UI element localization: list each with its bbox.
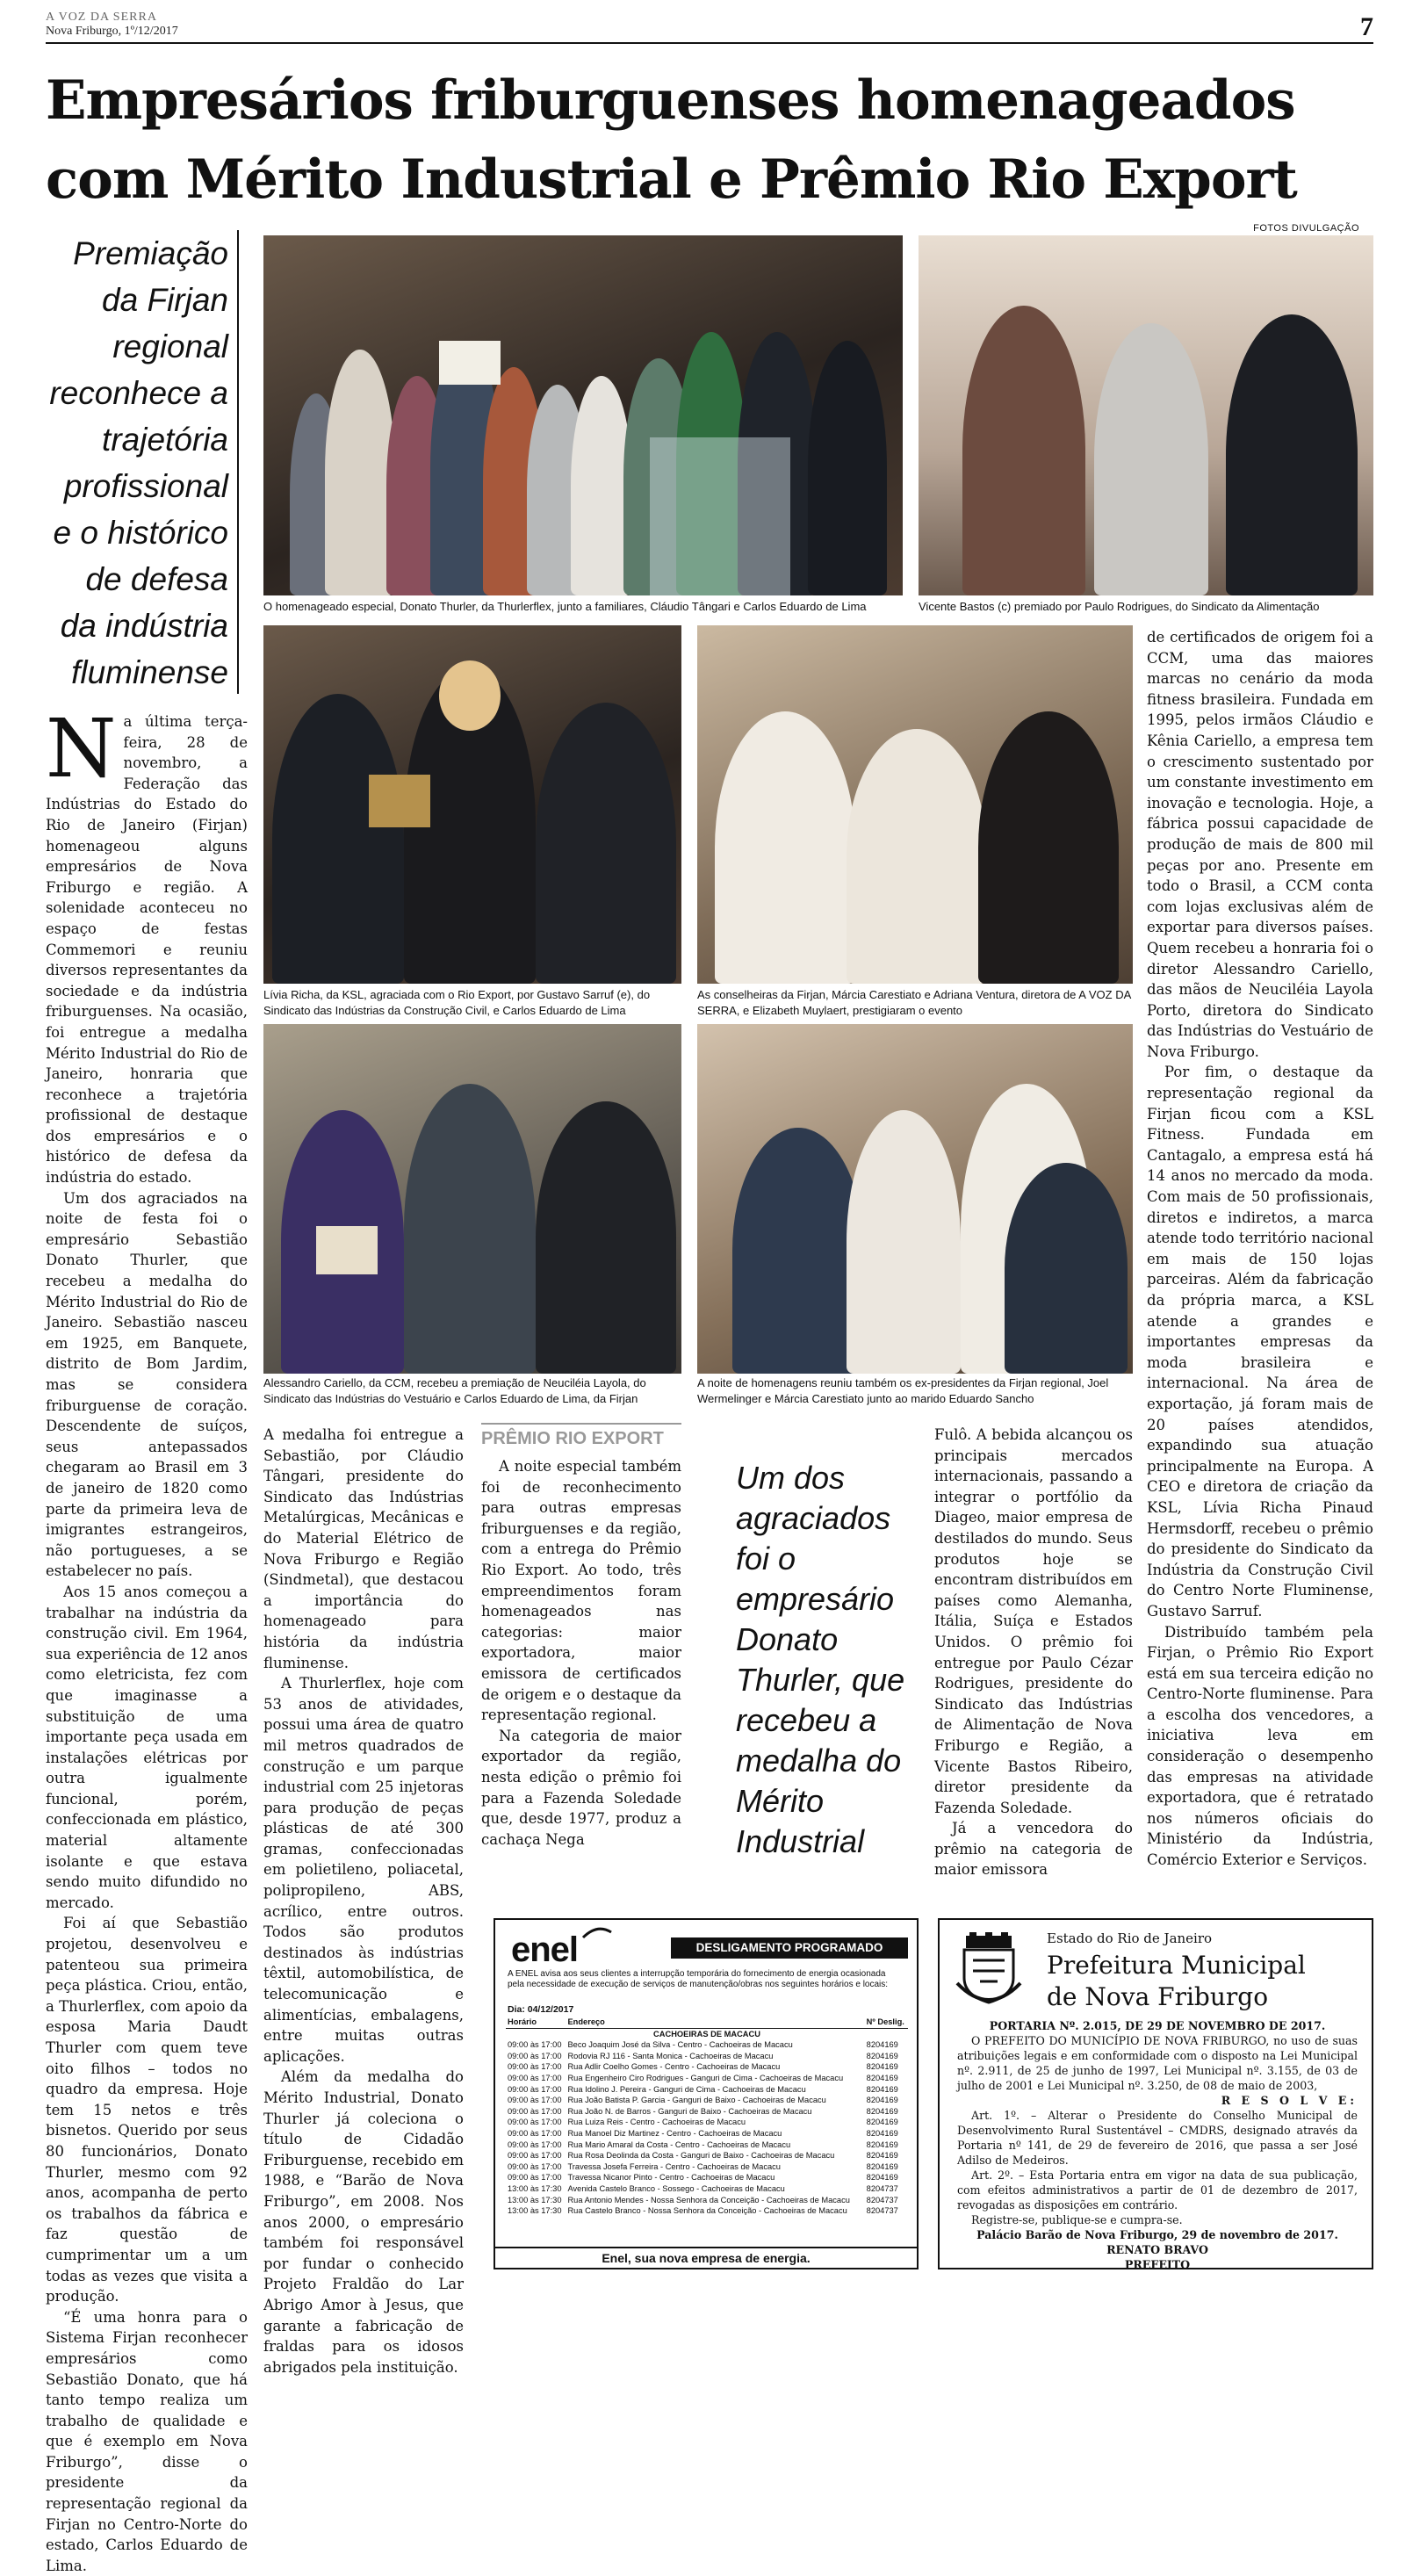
table-row: 13:00 às 17:30 Avenida Castelo Branco - Sossego - Cachoeiras de Macacu 8204737 [508, 2183, 898, 2193]
photo-alessandro-cariello [263, 1024, 681, 1374]
article-paragraph: A Thurlerflex, hoje com 53 anos de atividades, possui uma área de quatro mil metros quadrados de construção e um parque industrial com 25 injetoras para produção de peças plásticas de até 300 gramas, confeccionadas em polietileno, poliacetal, polipropileno, ABS, acrílico, entre outros. Todos são produtos destinados às indústrias têxtil, automobilística, de telecomunicação e alimentícias, embalagens, entre muitas outras aplicações. [263, 1675, 464, 2065]
area-heading: CACHOEIRAS DE MACACU [653, 2029, 760, 2038]
enel-date: Dia: 04/12/2017 [508, 2004, 574, 2015]
portaria-article-1: Art. 1º. – Alterar o Presidente do Conselho Municipal de Desenvolvimento Rural Sustentável – CMDRS, designado através da Portaria nº 141, de 29 de fevereiro de 2016, que passa a ser José Adilso de Medeiros. [957, 2109, 1358, 2167]
drop-cap: N [46, 702, 117, 796]
table-row: 09:00 às 17:00 Travessa Nicanor Pinto - Centro - Cachoeiras de Macacu 8204169 [508, 2173, 898, 2183]
portaria-article-2: Art. 2º. – Esta Portaria entra em vigor na data de sua publicação, com efeitos administrativos a partir de 01 de dezembro de 2017, revogadas as disposições em contrário. [957, 2168, 1358, 2212]
award-envelope [316, 1226, 378, 1274]
enel-logo: enel [511, 1930, 579, 1969]
enel-schedule-table [506, 2017, 908, 2217]
article-paragraph: “É uma honra para o Sistema Firjan reconhecer empresários como Sebastião Donato, que há tanto tempo realiza um trabalho de qualidade e que é exemplo em Nova Friburgo”, disse o presidente da representação regional da Firjan no Centro-Norte do estado, Carlos Eduardo de Lima. [46, 2308, 248, 2574]
enel-banner: DESLIGAMENTO PROGRAMADO [671, 1937, 908, 1959]
article-paragraph: Já a vencedora do prêmio na categoria de maior emissora [934, 1820, 1133, 1879]
section-title-premio-rio-export: PRÊMIO RIO EXPORT [481, 1423, 681, 1449]
table-row: 09:00 às 17:00 Rua Manoel Diz Martinez - Centro - Cachoeiras de Macacu 8204169 [508, 2128, 898, 2138]
caption-photo-4: As conselheiras da Firjan, Márcia Carestiato e Adriana Ventura, diretora de A VOZ DA SERRA, e Elizabeth Muylaert, prestigiaram o evento [697, 988, 1131, 1017]
acrylic-podium [650, 437, 790, 595]
portaria-preamble: O PREFEITO DO MUNICÍPIO DE NOVA FRIBURGO, no uso de suas atribuições legais e em conformidade com o disposto na Lei Municipal nº. 2.911, de 25 de junho de 1997, Lei Municipal nº. 3.155, de 03 de julho de 2001 e Lei Municipal nº. 3.250, de 08 de maio de 2003, [957, 2034, 1358, 2092]
column-header: Endereço [566, 2017, 864, 2028]
caption-photo-5: Alessandro Cariello, da CCM, recebeu a premiação de Neuciléia Layola, do Sindicato das Indústrias do Vestuário e Carlos Eduardo de Lima, da Firjan [263, 1376, 646, 1405]
article-column-5 [1147, 627, 1373, 1871]
article-paragraph: de certificados de origem foi a CCM, uma das maiores marcas no cenário da moda fitness brasileira. Fundada em 1995, pelos irmãos Cláudio e Kênia Cariello, a empresa tem o crescimento sustentado por um constante investimento em inovação e tecnologia. Hoje, a fábrica possui capacidade de produção de mais de 800 mil peças por ano. Presente em todo o Brasil, a CCM conta com lojas exclusivas além de exportar para diversos países. Quem recebeu a honraria foi o diretor Alessandro Cariello, das mãos de Neuciléia Layola Porto, diretora do Sindicato das Indústrias do Vestuário de Nova Friburgo. [1147, 629, 1373, 1060]
article-paragraph: Fulô. A bebida alcançou os principais mercados internacionais, passando a integrar o portfólio da Diageo, maior empresa de destilados do mundo. Seus produtos hoje se encontram distribuídos em países como Alemanha, Itália, Suíça e Estados Unidos. O prêmio foi entregue por Paulo Cézar Rodrigues, presidente do Sindicato das Indústrias de Alimentação de Nova Friburgo e Região, a Vicente Bastos Ribeiro, diretor presidente da Fazenda Soledade. [934, 1426, 1133, 1816]
article-paragraph: Distribuído também pela Firjan, o Prêmio Rio Export está em sua terceira edição no Centro-Norte fluminense. Para a escolha dos vencedores, a iniciativa leva em consideração o desempenho das empresas na atividade exportadora, que é retratado nos números oficiais do Ministério da Indústria, Comércio Exterior e Serviços. [1147, 1623, 1373, 1869]
article-paragraph: a última terça-feira, 28 de novembro, a Federação das Indústrias do Estado do Rio de Janeiro (Firjan) homenageou alguns empresários de Nova Friburgo e região. A solenidade aconteceu no espaço de festas Commemori e reuniu diversos representantes da sociedade e da indústria friburguenses. Na ocasião, foi entregue a medalha Mérito Industrial do Rio de Janeiro, honraria que reconhece a trajetória profissional de destaque dos empresários e o histórico de defesa da indústria do estado. [46, 713, 248, 1187]
table-row: 09:00 às 17:00 Rua João N. de Barros - Ganguri de Baixo - Cachoeiras de Macacu 8204169 [508, 2106, 898, 2116]
headline [46, 61, 1373, 220]
article-column-3 [481, 1423, 681, 1850]
headline-line-2: com Mérito Industrial e Prêmio Rio Export [46, 148, 1297, 211]
article-column-2 [263, 1425, 464, 2378]
caption-photo-6: A noite de homenagens reuniu também os ex-presidentes da Firjan regional, Joel Wermelinger e Márcia Carestiato junto ao marido Eduardo Sancho [697, 1376, 1109, 1405]
portaria-body [957, 2018, 1358, 2272]
masthead [46, 11, 1373, 44]
portaria-role: PREFEITO [1124, 2258, 1191, 2271]
table-row: 09:00 às 17:00 Rua Rosa Deolinda da Costa - Ganguri de Baixo - Cachoeiras de Macacu 8204169 [508, 2151, 898, 2161]
prefeitura-notice [938, 1918, 1373, 2269]
photo-conselheiras-firjan [697, 625, 1133, 984]
table-row: 13:00 às 17:30 Rua Castelo Branco - Nossa Senhora da Conceição - Cachoeiras de Macacu 8204737 [508, 2206, 898, 2216]
municipal-crest-icon [954, 1932, 1024, 2011]
article-paragraph: A medalha foi entregue a Sebastião, por Cláudio Tângari, presidente do Sindicato das Indústrias Metalúrgicas, Mecânicas e do Material Elétrico de Nova Friburgo e Região (Sindmetal), que destacou a importância do homenageado para história da indústria fluminense. [263, 1426, 464, 1671]
column-header: Horário [506, 2017, 566, 2028]
portaria-closing: Registre-se, publique-se e cumpra-se. [971, 2213, 1183, 2226]
enel-advertisement [494, 1918, 919, 2269]
portaria-signatory: RENATO BRAVO [1106, 2243, 1208, 2256]
table-row: 09:00 às 17:00 Travessa Josefa Ferreira - Centro - Cachoeiras de Macacu 8204169 [508, 2161, 898, 2171]
article-column-4 [934, 1425, 1133, 1880]
portaria-resolve: R E S O L V E: [1221, 2094, 1358, 2107]
table-row: 09:00 às 17:00 Rodovia RJ 116 - Santa Monica - Cachoeiras de Macacu 8204169 [508, 2051, 898, 2060]
page-number: 7 [1360, 12, 1373, 41]
table-row: 09:00 às 17:00 Rua Adlir Coelho Gomes - Centro - Cachoeiras de Macacu 8204169 [508, 2062, 898, 2072]
caption-photo-1: O homenageado especial, Donato Thurler, da Thurlerflex, junto a familiares, Cláudio Tângari e Carlos Eduardo de Lima [263, 600, 867, 613]
enel-intro: A ENEL avisa aos seus clientes a interrupção temporária do fornecimento de energia ocasionada pela necessidade de execução de serviços de manutenção/obras nos seguintes horários e locais: [508, 1969, 889, 1989]
column-header: Nº Deslig. [865, 2017, 908, 2028]
portaria-place-date: Palácio Barão de Nova Friburgo, 29 de novembro de 2017. [976, 2228, 1338, 2241]
table-row: 09:00 às 17:00 Rua Mario Amaral da Costa - Centro - Cachoeiras de Macacu 8204169 [508, 2139, 898, 2149]
certificate [439, 341, 501, 385]
edition-date: Nova Friburgo, 1º/12/2017 [46, 25, 178, 38]
article-paragraph: A noite especial também foi de reconhecimento para outras empresas friburguenses e da região, com a entrega do Prêmio Rio Export. Ao todo, três empreendimentos foram homenageados nas categorias: maior exportadora, maior emissora de certificados de origem e o destaque da representação regional. [481, 1458, 681, 1724]
portaria-title: PORTARIA Nº. 2.015, DE 29 DE NOVEMBRO DE 2017. [989, 2019, 1326, 2032]
table-row: 09:00 às 17:00 Beco Joaquim José da Silva - Centro - Cachoeiras de Macacu 8204169 [508, 2040, 898, 2050]
article-paragraph: Por fim, o destaque da representação regional da Firjan ficou com a KSL Fitness. Fundada em Cantagalo, a empresa está há 14 anos no mercado da moda. Com mais de 50 profissionais, diretos e indiretos, a marca atende todo território nacional em mais de 150 lojas parceiras. Além da fabricação da própria marca, a KSL atende a grandes e importantes empresas da moda brasileira e internacional. Na área de exportação, já foram mais de 20 países atendidos, expandindo sua atuação principalmente na Europa. A CEO e diretora de criação da KSL, Lívia Richa Pinaud Hermsdorff, recebeu o prêmio do presidente do Sindicato da Indústria da Construção Civil do Centro Norte Fluminense, Gustavo Sarruf. [1147, 1064, 1373, 1620]
photo-livia-richa [263, 625, 681, 984]
table-row: 09:00 às 17:00 Rua Luiza Reis - Centro - Cachoeiras de Macacu 8204169 [508, 2118, 898, 2127]
prefeitura-state: Estado do Rio de Janeiro [1047, 1930, 1213, 1946]
caption-photo-3: Lívia Richa, da KSL, agraciada com o Rio Export, por Gustavo Sarruf (e), do Sindicato das Indústrias da Construção Civil, e Carlos Eduardo de Lima [263, 988, 651, 1017]
photo-group-donato-thurler [263, 235, 903, 595]
kicker: Premiação da Firjan regional reconhece a trajetória profissional e o histórico de defesa da indústria fluminense [46, 230, 239, 694]
photo-vicente-bastos [919, 235, 1373, 595]
photo-ex-presidentes-firjan [697, 1024, 1133, 1374]
article-paragraph: Na categoria de maior exportador da região, nesta edição o prêmio foi para a Fazenda Soledade que, desde 1977, produz a cachaça Nega [481, 1727, 681, 1848]
article-paragraph: Foi aí que Sebastião projetou, desenvolveu e patenteou sua primeira peça plástica. Criou, então, a Thurlerflex, com apoio da esposa Maria Daudt Thurler com quem teve oito filhos – todos no quadro da empresa. Hoje tem 15 netos e três bisnetos. Querido por seus 80 funcionários, Donato Thurler, mesmo com 92 anos, acompanha de perto os trabalhos da fábrica e faz questão de cumprimentar um a um todas as vezes que visita a produção. [46, 1915, 248, 2305]
article-column-1 [46, 702, 248, 2576]
newspaper-brand: A VOZ DA SERRA [46, 11, 157, 24]
enel-footer: Enel, sua nova empresa de energia. [495, 2247, 917, 2268]
article-paragraph: Um dos agraciados na noite de festa foi o empresário Sebastião Donato Thurler, que recebeu a medalha do Mérito Industrial do Rio de Janeiro. Sebastião nasceu em 1925, em Banquete, distrito de Bom Jardim, mas se considera friburguense de coração. Descendente de suíços, seus antepassados chegaram ao Brasil em 3 de janeiro de 1820 como parte da primeira leva de imigrantes estrangeiros, não portugueses, a se estabelecer no país. [46, 1189, 248, 1580]
headline-line-1: Empresários friburguenses homenageados [46, 69, 1295, 132]
prefeitura-name: Prefeitura Municipal de Nova Friburgo [1047, 1951, 1306, 2011]
caption-photo-2: Vicente Bastos (c) premiado por Paulo Rodrigues, do Sindicato da Alimentação [919, 600, 1320, 613]
article-paragraph: Aos 15 anos começou a trabalhar na indústria da construção civil. Em 1964, sua experiência de 12 anos como eletricista, fez com que imaginasse a substituição de uma importante peça usada em instalações elétricas por outra igualmente funcional, porém, confeccionada em plástico, material altamente isolante e que estava sendo muito difundido no mercado. [46, 1583, 248, 1911]
table-row: 09:00 às 17:00 Rua Engenheiro Ciro Rodrigues - Ganguri de Cima - Cachoeiras de Macacu 8204169 [508, 2073, 898, 2082]
table-row: 13:00 às 17:30 Rua Antonio Mendes - Nossa Senhora da Conceição - Cachoeiras de Macacu 8204737 [508, 2195, 898, 2204]
table-row: 09:00 às 17:00 Rua Idolino J. Pereira - Ganguri de Cima - Cachoeiras de Macacu 8204169 [508, 2084, 898, 2094]
award-plaque [369, 775, 430, 827]
pull-quote: Um dos agraciados foi o empresário Donato Thurler, que recebeu a medalha do Mérito Industrial [736, 1460, 905, 1859]
table-row: 09:00 às 17:00 Rua João Batista P. Garcia - Ganguri de Baixo - Cachoeiras de Macacu 8204169 [508, 2096, 898, 2105]
photo-credit: FOTOS DIVULGAÇÃO [1253, 223, 1359, 234]
enel-logo-arc-icon [580, 1923, 615, 1941]
article-paragraph: Além da medalha do Mérito Industrial, Donato Thurler já coleciona o título de Cidadão Friburguense, recebido em 1988, e “Barão de Nova Friburgo”, em 2008. Nos anos 2000, o empresário também foi responsável por fundar o conhecido Projeto Fraldão do Lar Abrigo Amor à Jesus, que garante a fabricação de fraldas para os idosos abrigados pela instituição. [263, 2068, 464, 2376]
